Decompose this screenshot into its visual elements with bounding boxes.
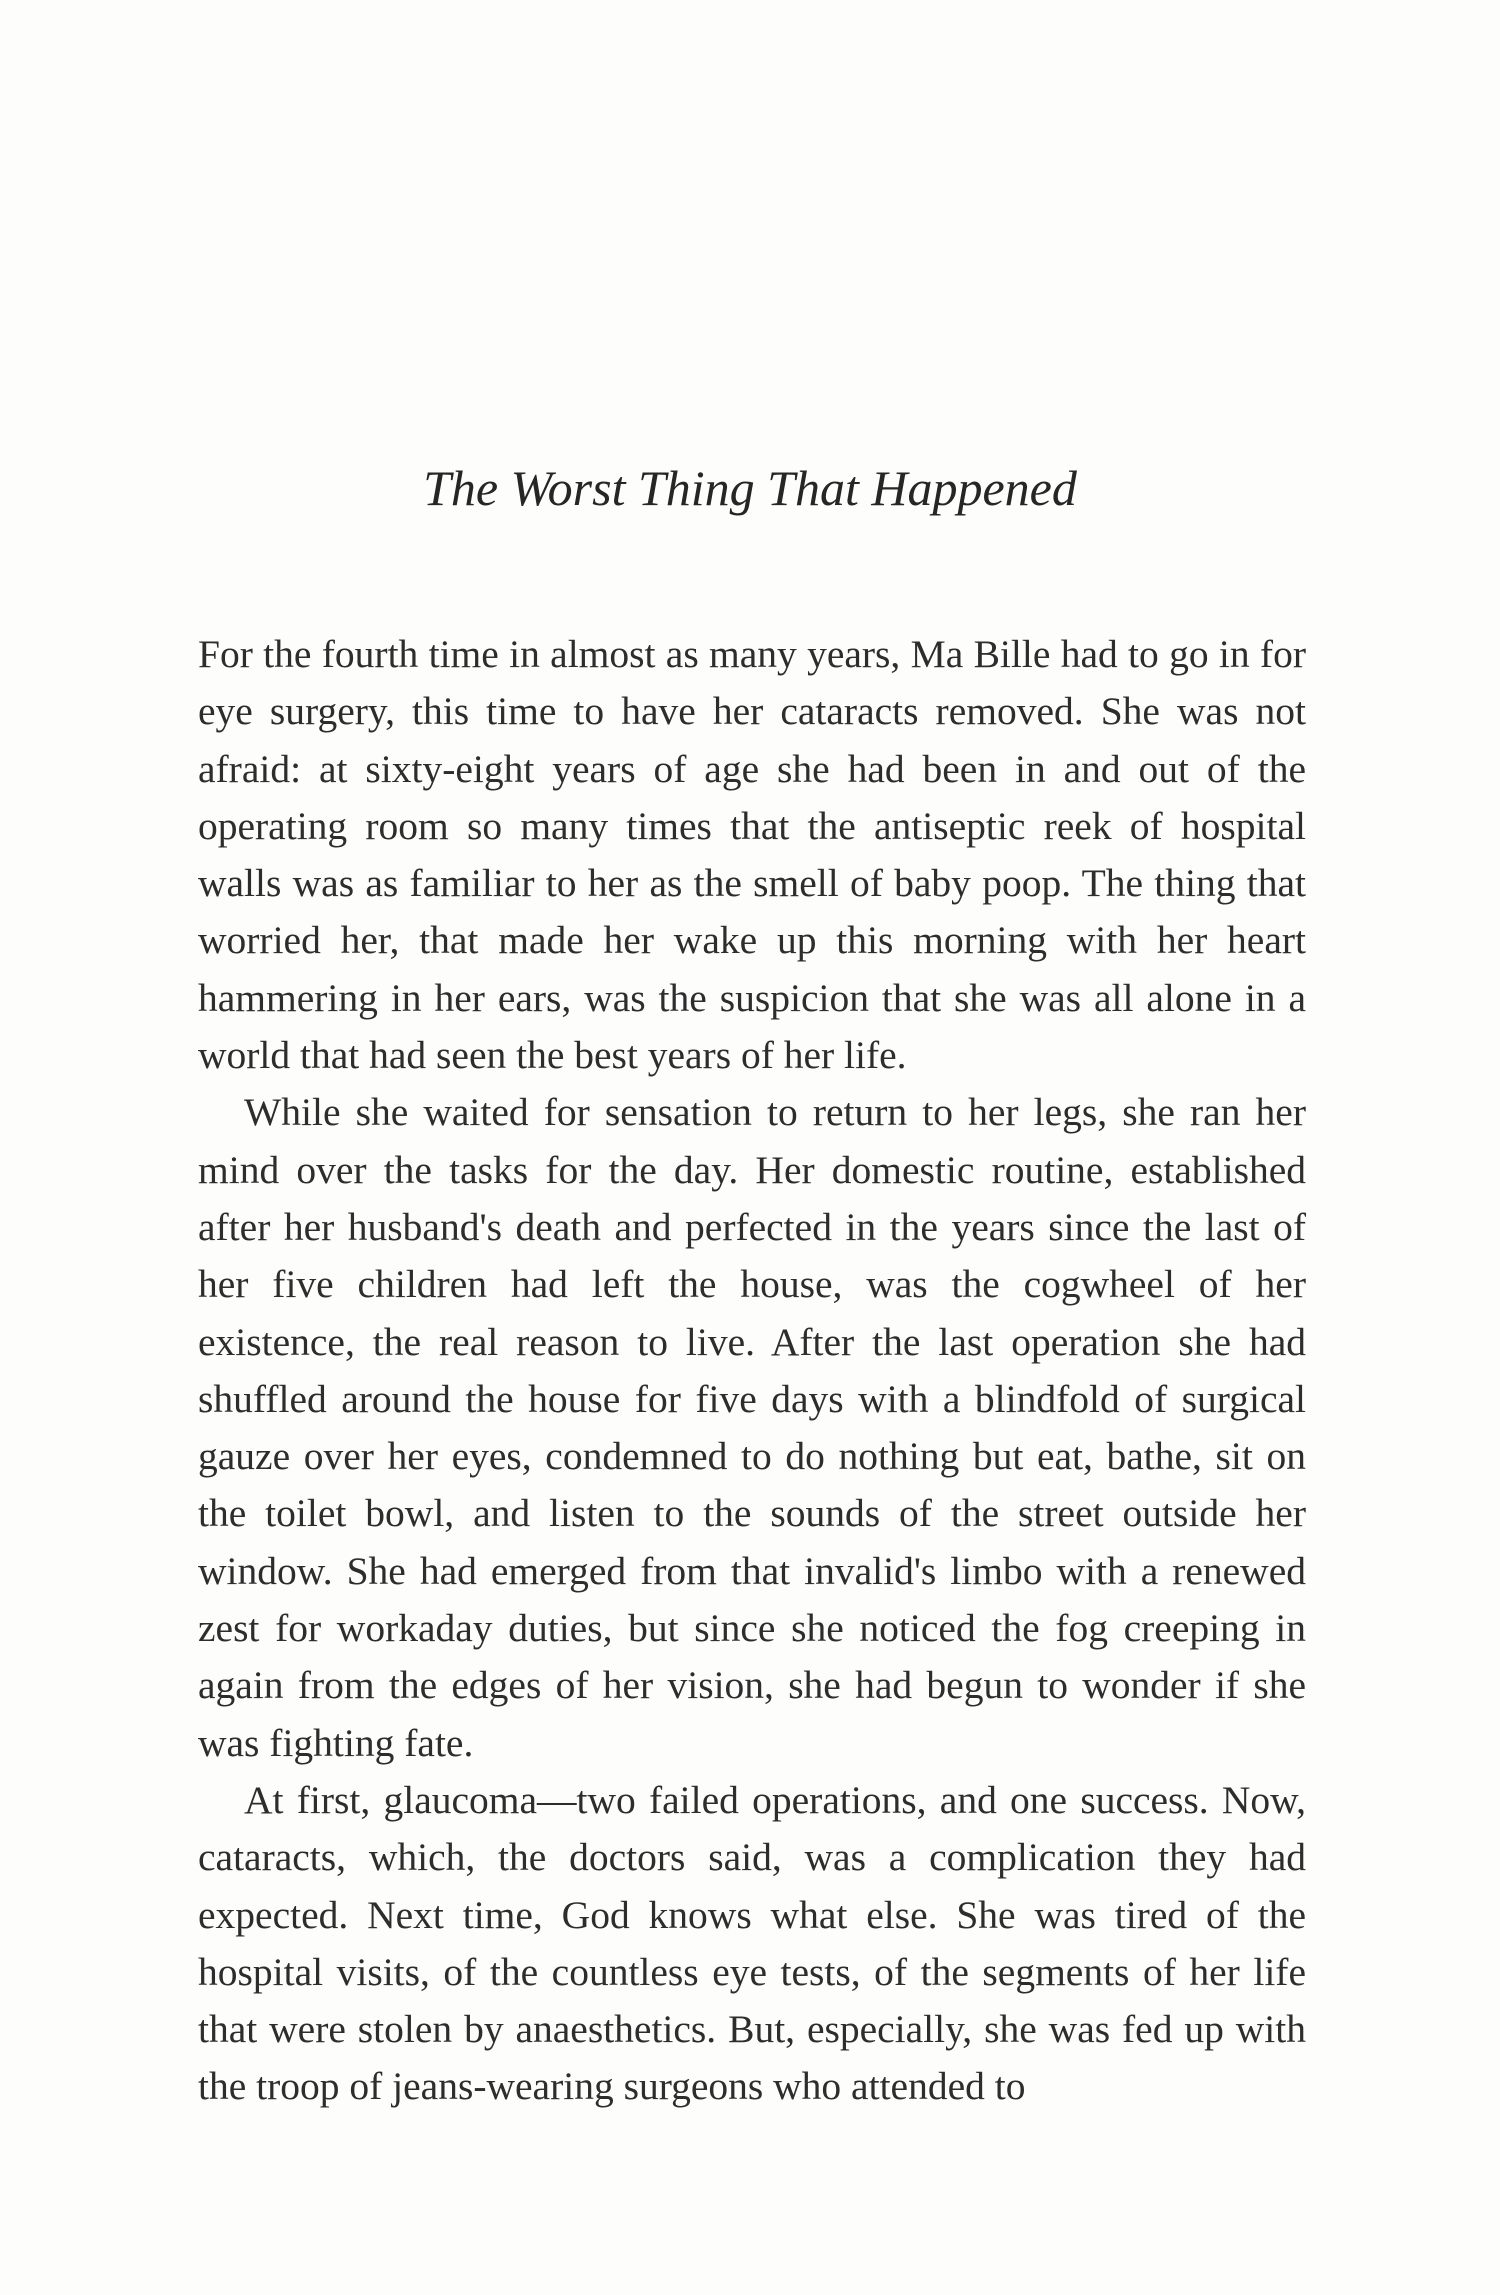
body-text xyxy=(198,626,1306,2116)
paragraph-3: At first, glaucoma—two failed operations, and one success. Now, cataracts, which, the doctors said, was a complication they had expected. Next time, God knows what else. She was tired of the hospital visits, of the countless eye tests, of the segments of her life that were stolen by anaesthetics. But, especially, she was fed up with the troop of jeans-wearing surgeons who attended to xyxy=(198,1777,1306,2109)
paragraph-2: While she waited for sensation to return to her legs, she ran her mind over the tasks for the day. Her domestic routine, established after her husband's death and perfected in the years since the last of her five children had left the house, was the cogwheel of her existence, the real reason to live. After the last operation she had shuffled around the house for five days with a blindfold of surgical gauze over her eyes, condemned to do nothing but eat, bathe, sit on the toilet bowl, and listen to the sounds of the street outside her window. She had emerged from that invalid's limbo with a renewed zest for workaday duties, but since she noticed the fog creeping in again from the edges of her vision, she had begun to wonder if she was fighting fate. xyxy=(198,1090,1306,1765)
chapter-title: The Worst Thing That Happened xyxy=(423,460,1077,516)
paragraph-1: For the fourth time in almost as many years, Ma Bille had to go in for eye surgery, this time to have her cataracts removed. She was not afraid: at sixty-eight years of age she had been in and out of the operating room so many times that the antiseptic reek of hospital walls was as familiar to her as the smell of baby poop. The thing that worried her, that made her wake up this morning with her heart hammering in her ears, was the suspicion that she was all alone in a world that had seen the best years of her life. xyxy=(198,632,1306,1078)
